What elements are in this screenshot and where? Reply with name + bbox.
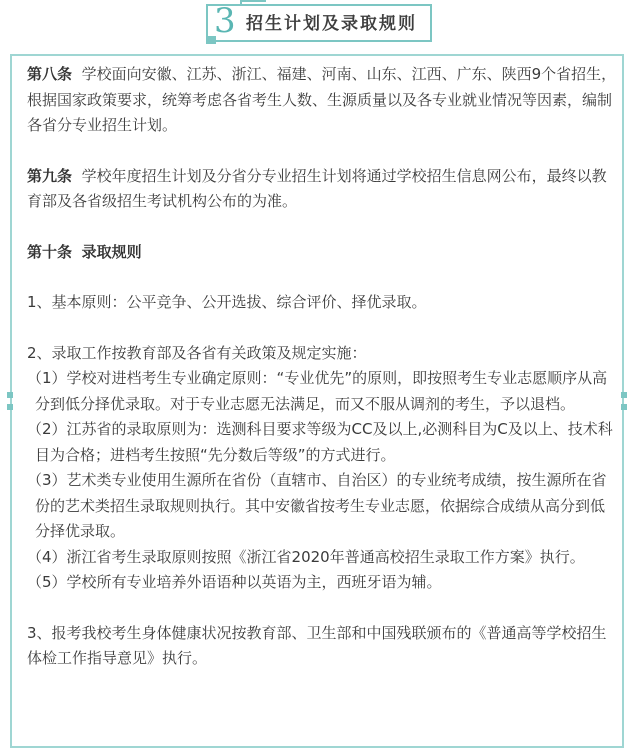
rule-sub-item: （2）江苏省的录取原则为：选测科目要求等级为CC及以上,必测科目为C及以上、技术科目为合格；进档考生按照“先分数后等级”的方式进行。	[27, 420, 613, 464]
article-heading: 录取规则	[81, 242, 142, 261]
article-text: 学校年度招生计划及分省分专业招生计划将通过学校招生信息网公布，最终以教育部及各省级招生考试机构公布的为准。	[27, 166, 607, 210]
article-8	[27, 62, 617, 139]
regulation-text	[27, 62, 617, 672]
section-title: 招生计划及录取规则	[246, 14, 417, 34]
frame-dot-left	[7, 392, 13, 398]
rule-sub-item: （5）学校所有专业培养外语语种以英语为主，西班牙语为辅。	[27, 573, 442, 591]
section-number: 3	[214, 1, 236, 41]
rule-sub-item: （1）学校对进档考生专业确定原则：“专业优先”的原则，即按照考生专业志愿顺序从高分到低分择优录取。对于专业志愿无法满足，而又不服从调剂的考生，予以退档。	[27, 369, 608, 413]
frame-dot-right	[621, 392, 627, 398]
article-text: 学校面向安徽、江苏、浙江、福建、河南、山东、江西、广东、陕西9个省招生，根据国家政策要求，统筹考虑各省考生人数、生源质量以及各专业就业情况等因素，编制各省分专业招生计划。	[27, 65, 617, 134]
rule-item-3: 3、报考我校考生身体健康状况按教育部、卫生部和中国残联颁布的《普通高等学校招生体检工作指导意见》执行。	[27, 623, 607, 667]
article-label: 第九条	[27, 166, 73, 185]
article-label: 第十条	[27, 242, 73, 261]
frame-dot-right	[621, 404, 627, 410]
rule-sub-item: （4）浙江省考生录取原则按照《浙江省2020年普通高校招生录取工作方案》执行。	[27, 547, 585, 566]
rule-item-2-intro: 2、录取工作按教育部及各省有关政策及规定实施：	[27, 343, 367, 362]
rule-sub-item: （3）艺术类专业使用生源所在省份（直辖市、自治区）的专业统考成绩，按生源所在省份的艺术类招生录取规则执行。其中安徽省按考生专业志愿，依据综合成绩从高分到低分择优录取。	[27, 471, 607, 540]
article-10	[27, 240, 617, 266]
rule-item-1: 1、基本原则：公平竞争、公开选拔、综合评价、择优录取。	[27, 293, 427, 311]
article-9	[27, 164, 617, 215]
article-label: 第八条	[27, 65, 73, 83]
frame-dot-left	[7, 404, 13, 410]
